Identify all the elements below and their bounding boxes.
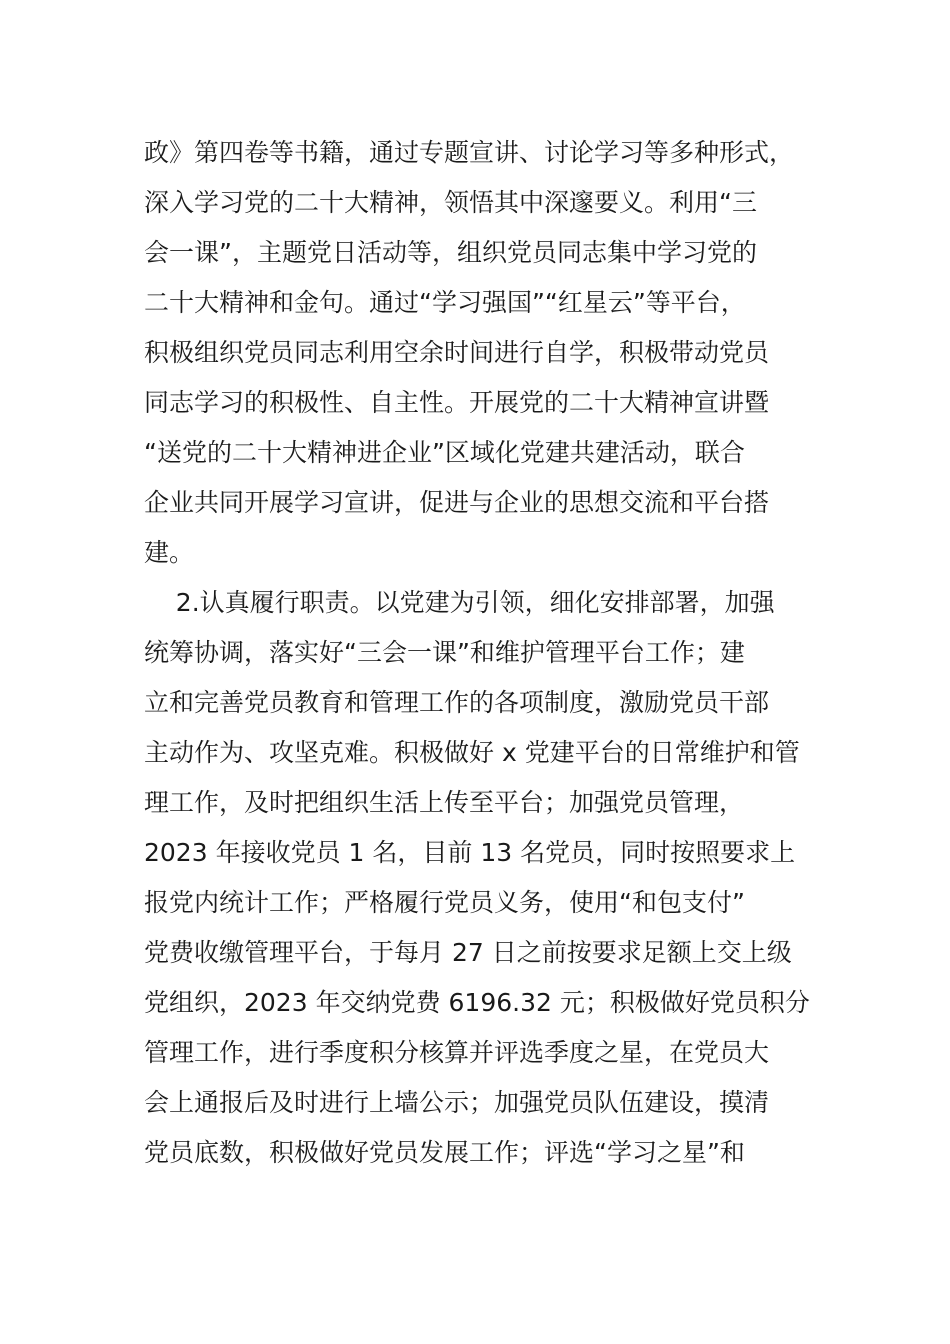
text-line: 党员底数，积极做好党员发展工作；评选“学习之星”和 [144,1138,745,1167]
text-line: 二十大精神和金句。通过“学习强国”“红星云”等平台， [144,288,746,317]
text-line: 会一课”，主题党日活动等，组织党员同志集中学习党的 [144,238,757,267]
text-line: 管理工作，进行季度积分核算并评选季度之星，在党员大 [144,1038,770,1067]
text-line: 报党内统计工作；严格履行党员义务，使用“和包支付” [144,888,745,917]
text-line: 同志学习的积极性、自主性。开展党的二十大精神宣讲暨 [144,388,770,417]
paragraph-2 [144,578,824,1178]
text-line: “送党的二十大精神进企业”区域化党建共建活动，联合 [144,438,745,467]
text-line: 积极组织党员同志利用空余时间进行自学，积极带动党员 [144,338,770,367]
paragraph-1 [144,128,824,578]
text-line: 统筹协调，落实好“三会一课”和维护管理平台工作；建 [144,638,745,667]
text-line: 党组织，2023 年交纳党费 6196.32 元；积极做好党员积分 [144,988,810,1017]
text-line: 理工作，及时把组织生活上传至平台；加强党员管理， [144,788,745,817]
text-line: 建。 [144,538,195,567]
text-line: 立和完善党员教育和管理工作的各项制度，激励党员干部 [144,688,770,717]
text-line: 主动作为、攻坚克难。积极做好 x 党建平台的日常维护和管 [144,738,800,767]
text-line: 政》第四卷等书籍，通过专题宣讲、讨论学习等多种形式， [144,138,795,167]
text-line: 2.认真履行职责。以党建为引领，细化安排部署，加强 [144,588,775,617]
text-line: 企业共同开展学习宣讲，促进与企业的思想交流和平台搭 [144,488,770,517]
text-line: 会上通报后及时进行上墙公示；加强党员队伍建设，摸清 [144,1088,770,1117]
text-line: 深入学习党的二十大精神，领悟其中深邃要义。利用“三 [144,188,757,217]
document-body [144,128,824,1178]
text-line: 2023 年接收党员 1 名，目前 13 名党员，同时按照要求上 [144,838,796,867]
text-line: 党费收缴管理平台，于每月 27 日之前按要求足额上交上级 [144,938,792,967]
